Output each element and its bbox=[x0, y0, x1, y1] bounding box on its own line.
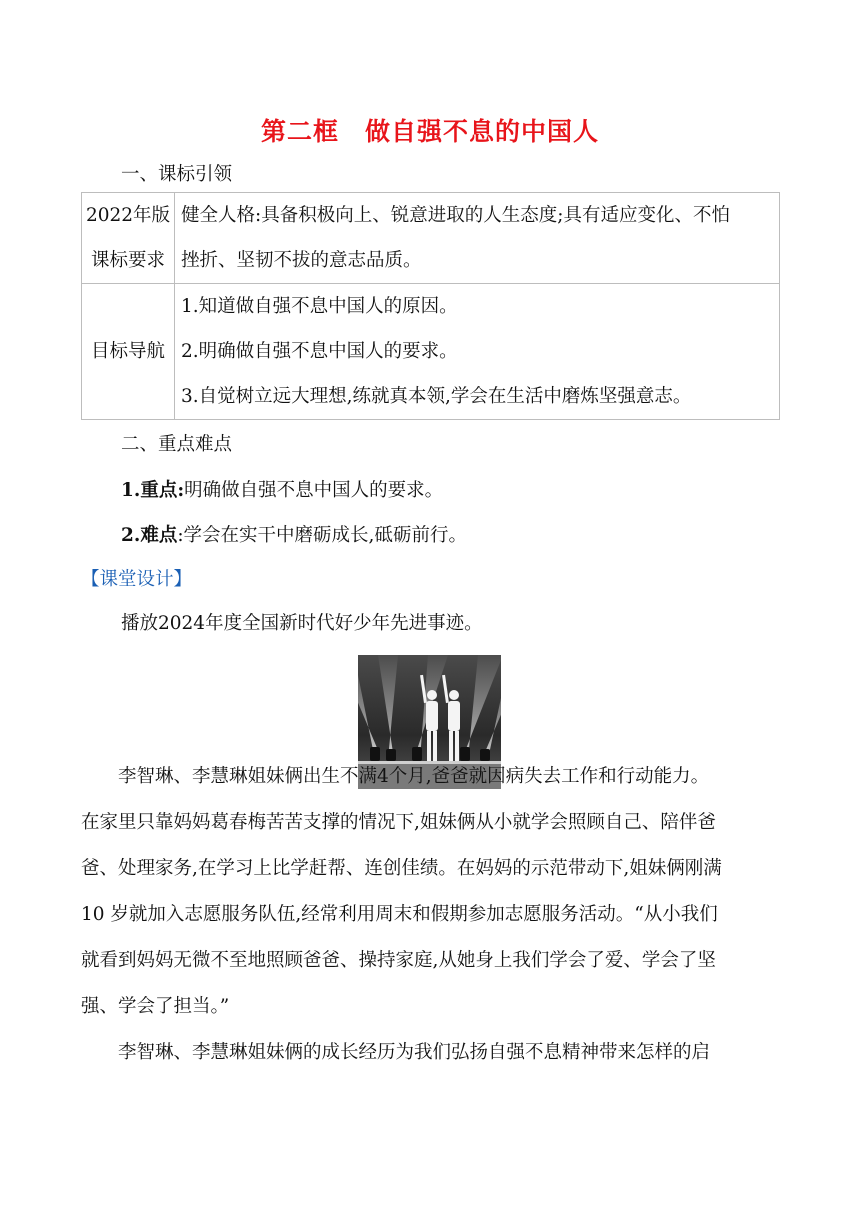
goal-item: 2.明确做自强不息中国人的要求。 bbox=[181, 341, 458, 362]
table-content-line: 挫折、坚韧不拔的意志品质。 bbox=[181, 250, 422, 271]
standards-table bbox=[81, 192, 780, 420]
goal-item: 3.自觉树立远大理想,练就真本领,学会在生活中磨炼坚强意志。 bbox=[181, 386, 692, 407]
classroom-design-heading: 【课堂设计】 bbox=[81, 569, 193, 590]
table-content-cell bbox=[175, 284, 780, 420]
key-point bbox=[121, 476, 443, 502]
story-line: 李智琳、李慧琳姐妹俩出生不满4个月,爸爸就因病失去工作和行动能力。 bbox=[81, 766, 710, 787]
story-line: 爸、处理家务,在学习上比学赶帮、连创佳绩。在妈妈的示范带动下,姐妹俩刚满 bbox=[81, 858, 722, 879]
goal-item: 1.知道做自强不息中国人的原因。 bbox=[181, 296, 458, 317]
difficult-point bbox=[121, 521, 467, 547]
story-line: 就看到妈妈无微不至地照顾爸爸、操持家庭,从她身上我们学会了爱、学会了坚 bbox=[81, 950, 716, 971]
section-heading-key-points: 二、重点难点 bbox=[121, 434, 233, 455]
section-heading-standards: 一、课标引领 bbox=[121, 164, 233, 185]
table-label-line: 2022年版 bbox=[85, 205, 171, 226]
table-content-line: 健全人格:具备积极向上、锐意进取的人生态度;具有适应变化、不怕 bbox=[181, 205, 730, 226]
story-line: 10 岁就加入志愿服务队伍,经常利用周末和假期参加志愿服务活动。“从小我们 bbox=[81, 904, 718, 925]
key-point-label: 1.重点: bbox=[121, 480, 185, 501]
story-line: 李智琳、李慧琳姐妹俩的成长经历为我们弘扬自强不息精神带来怎样的启 bbox=[81, 1042, 711, 1063]
intro-paragraph: 播放2024年度全国新时代好少年先进事迹。 bbox=[121, 613, 483, 634]
table-content-cell bbox=[175, 193, 780, 284]
page-title: 第二框 做自强不息的中国人 bbox=[260, 117, 599, 146]
story-line: 强、学会了担当。” bbox=[81, 996, 230, 1017]
difficult-point-label: 2.难点 bbox=[121, 525, 178, 546]
table-row bbox=[82, 284, 780, 420]
table-label-cell bbox=[82, 193, 175, 284]
table-label-line: 目标导航 bbox=[90, 341, 165, 362]
table-row bbox=[82, 193, 780, 284]
key-point-text: 明确做自强不息中国人的要求。 bbox=[184, 480, 444, 501]
table-label-cell bbox=[82, 284, 175, 420]
table-label-line: 课标要求 bbox=[90, 250, 165, 271]
difficult-point-text: :学会在实干中磨砺成长,砥砺前行。 bbox=[177, 525, 467, 546]
story-line: 在家里只靠妈妈葛春梅苦苦支撑的情况下,姐妹俩从小就学会照顾自己、陪伴爸 bbox=[81, 812, 716, 833]
